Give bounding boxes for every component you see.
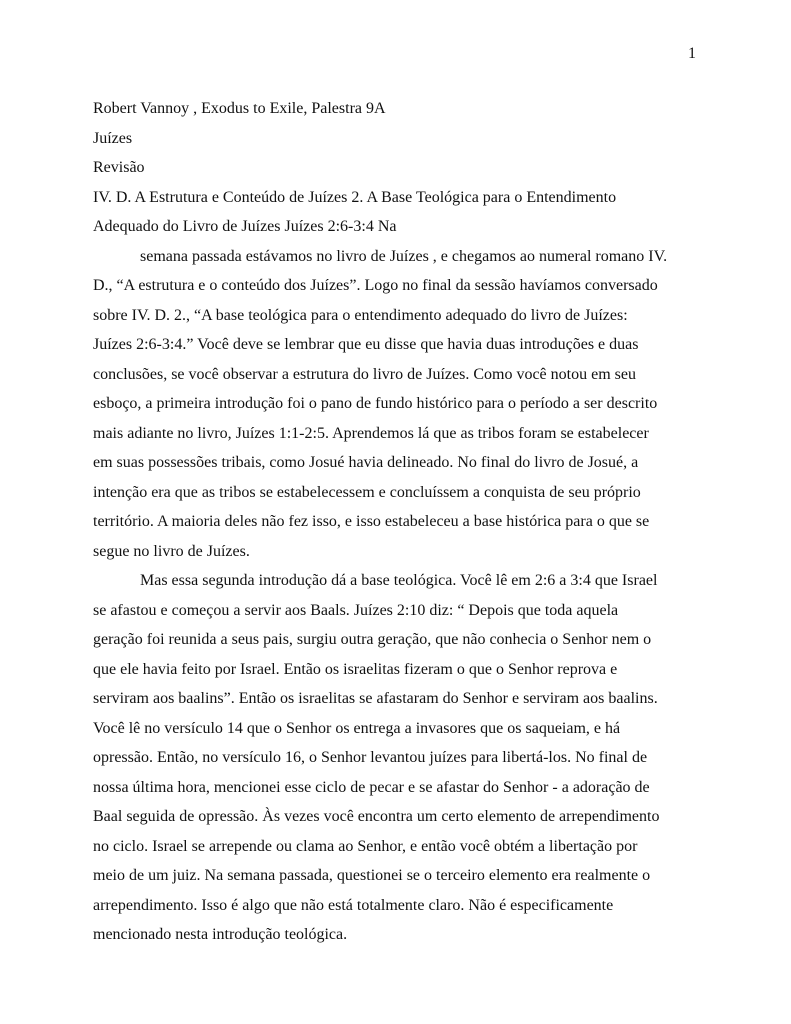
section-heading: Revisão	[93, 159, 145, 176]
paragraph-line: nossa última hora, mencionei esse ciclo de pecar e se afastar do Senhor - a adoração de	[93, 778, 650, 796]
paragraph-line: que ele havia feito por Israel. Então os israelitas fizeram o que o Senhor reprova e	[93, 660, 618, 678]
paragraph-line: D., “A estrutura e o conteúdo dos Juízes”. Logo no final da sessão havíamos conversado	[93, 277, 658, 294]
paragraph-line: geração foi reunida a seus pais, surgiu outra geração, que não conhecia o Senhor nem o	[93, 631, 652, 648]
paragraph-line: conclusões, se você observar a estrutura do livro de Juízes. Como você notou em seu	[93, 365, 636, 383]
paragraph-line: sobre IV. D. 2., “A base teológica para o entendimento adequado do livro de Juízes:	[93, 306, 628, 324]
paragraph-line: no ciclo. Israel se arrepende ou clama ao Senhor, e então você obtém a libertação por	[93, 837, 638, 855]
paragraph-line: em suas possessões tribais, como Josué havia delineado. No final do livro de Josué, a	[93, 454, 639, 471]
page-number: 1	[688, 45, 696, 62]
paragraph-2	[93, 566, 713, 950]
paragraph-line: Mas essa segunda introdução dá a base teológica. Você lê em 2:6 a 3:4 que Israel	[140, 572, 658, 589]
paragraph-line: Juízes 2:6-3:4.” Você deve se lembrar que eu disse que havia duas introduções e duas	[93, 336, 639, 353]
outline-heading-line: Adequado do Livro de Juízes Juízes 2:6-3:4 Na	[93, 218, 397, 235]
paragraph-line: arrependimento. Isso é algo que não está totalmente claro. Não é especificamente	[93, 896, 614, 914]
outline-heading-line: IV. D. A Estrutura e Conteúdo de Juízes 2. A Base Teológica para o Entendimento	[93, 188, 617, 206]
paragraph-line: território. A maioria deles não fez isso, e isso estabeleceu a base histórica para o que se	[93, 513, 650, 530]
paragraph-line: segue no livro de Juízes.	[93, 542, 250, 560]
outline-heading	[93, 183, 713, 242]
paragraph-line: Você lê no versículo 14 que o Senhor os entrega a invasores que os saqueiam, e há	[93, 719, 621, 737]
document-body	[93, 94, 713, 950]
paragraph-line: mencionado nesta introdução teológica.	[93, 926, 348, 943]
paragraph-line: se afastou e começou a servir aos Baals. Juízes 2:10 diz: “ Depois que toda aquela	[93, 601, 619, 619]
paragraph-line: semana passada estávamos no livro de Juízes , e chegamos ao numeral romano IV.	[140, 247, 668, 265]
document-title: Robert Vannoy , Exodus to Exile, Palestra 9A	[93, 100, 386, 117]
paragraph-line: serviram aos baalins”. Então os israelitas se afastaram do Senhor e serviram aos baalins.	[93, 690, 658, 707]
paragraph-1	[93, 242, 713, 567]
paragraph-line: Baal seguida de opressão. Às vezes você encontra um certo elemento de arrependimento	[93, 808, 660, 825]
document-subtitle: Juízes	[93, 129, 133, 147]
paragraph-line: meio de um juiz. Na semana passada, questionei se o terceiro elemento era realmente o	[93, 867, 651, 884]
paragraph-line: mais adiante no livro, Juízes 1:1-2:5. Aprendemos lá que as tribos foram se estabelecer	[93, 424, 649, 442]
paragraph-line: esboço, a primeira introdução foi o pano de fundo histórico para o período a ser descrito	[93, 395, 658, 412]
paragraph-line: intenção era que as tribos se estabelecessem e concluíssem a conquista de seu próprio	[93, 483, 641, 501]
paragraph-line: opressão. Então, no versículo 16, o Senhor levantou juízes para libertá-los. No final de	[93, 749, 648, 766]
